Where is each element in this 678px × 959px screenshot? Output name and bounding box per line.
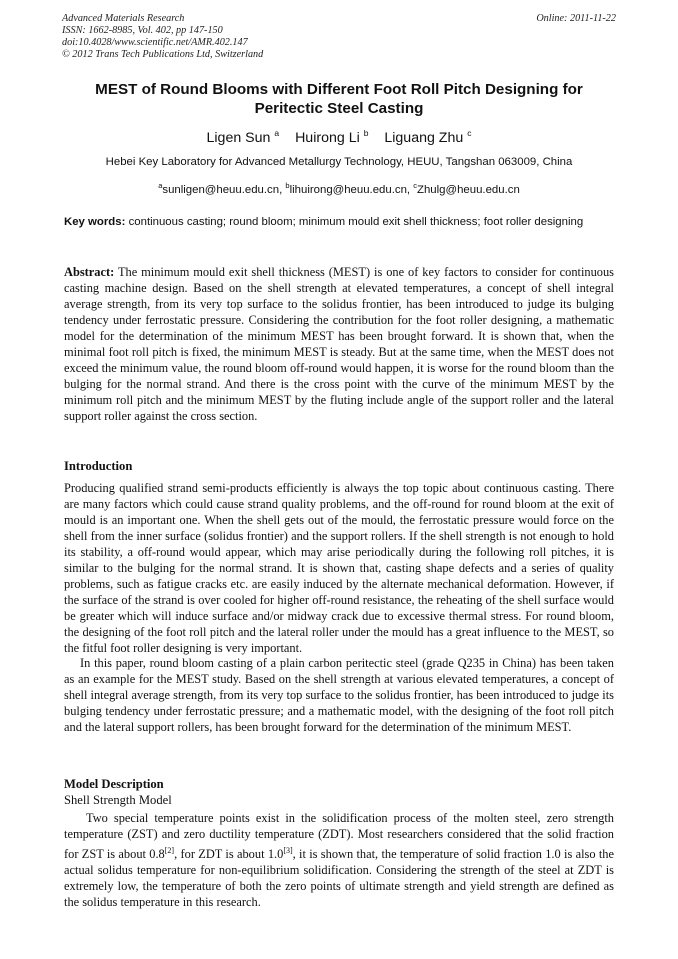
journal-header xyxy=(62,13,616,61)
paper-title: MEST of Round Blooms with Different Foot Roll Pitch Designing for Peritectic Steel Casting xyxy=(95,81,583,117)
text-run: Two special temperature points exist in the solidification process of the molten steel, zero strength temperature (ZST) and zero ductility temperature (ZDT). Most researchers considered that the solid fraction for ZST is about 0.8 xyxy=(64,811,614,861)
citation[interactable]: [2] xyxy=(164,845,175,855)
author-sup: c xyxy=(467,128,472,138)
email-link[interactable]: lihuirong@heuu.edu.cn xyxy=(289,184,407,196)
text-run: , it is shown that, the temperature of solid fraction 1.0 is also the actual solidus temperature for non-equilibrium solidification. Considering the strength of the steel at ZDT is extremely low, the temperature of both the zero points of ultimate strength and yield strength are defined as the solidus temperature in this research. xyxy=(64,846,614,909)
subsection-heading: Shell Strength Model xyxy=(64,793,172,807)
abstract xyxy=(64,265,614,425)
paragraph: In this paper, round bloom casting of a plain carbon peritectic steel (grade Q235 in China) has been taken as an example for the MEST study. Based on the shell strength at various elevated temperatures, a concept of shell integral average strength, from its very top surface to the solidus frontier, has been introduced to judge its bulging tendency under ferrostatic pressure; and a mathematic model, with the designing of the foot roll pitch and the lateral support rollers, has been brought forward for the determination of the minimum MEST. xyxy=(64,656,614,735)
email-sup: c xyxy=(413,181,418,190)
journal-name: Advanced Materials Research xyxy=(62,13,185,24)
journal-issn: ISSN: 1662-8985, Vol. 402, pp 147-150 xyxy=(62,25,223,36)
author xyxy=(295,130,368,146)
email-list: $^a$sunligen@heuu.edu.cn, $^b$lihuirong@heuu.edu.cn, $^c$Zhulg@heuu.edu.cn xyxy=(158,181,520,196)
model-paragraph xyxy=(64,811,614,911)
keywords xyxy=(64,215,614,230)
abstract-text: The minimum mould exit shell thickness (MEST) is one of key factors to consider for continuous casting machine design. Based on the shell strength at elevated temperatures, a concept of shell integral average strength, from its very top surface to the solidus frontier, has been introduced to judge its bulging tendency under ferrostatic pressure. Considering the contribution for the foot roller designing, a mathematic model for the determination of the minimum MEST has been brought forward. It is shown that, when the minimal foot roll pitch is fixed, the minimum MEST is steady. But at the same time, when the MEST does not exceed the minimum value, the round bloom off-round would happen, it is worse for the round bloom than the bulging for the normal strand. And there is the cross point with the curve of the minimum MEST by the minimum roll pitch and the minimum MEST by the fluting include angle of the support roller and the lateral support roller against the cross section. xyxy=(64,265,615,423)
paragraph: Producing qualified strand semi-products efficiently is always the top topic about continuous casting. There are many factors which could cause strand quality problems, and the off-round for round bloom at the exit of mould is an important one. When the shell gets out of the mould, the ferrostatic pressure would force on the shell from the inner surface (solidus frontier) and the support rollers. If the shell strength is not enough to hold its stability, a off-round would appear, which may arise periodically during the following roll pitches, it is similar to the bulging for the normal strand. It is shown that, casting shape defects and a series of quality problems, such as fatigue cracks etc. are easily induced by the alternate mechanical deformation. However, if the surface of the strand is over cooled for higher off-round resistance, the reheating of the shell surface would be greater which will induce surface and/or midway crack due to excessive thermal stress. For round bloom, the designing of the foot roll pitch and the lateral roller under the mould has a great influence to the MEST, so the fitful foot roller designing is very important. xyxy=(64,481,614,655)
author-name: Liguang Zhu xyxy=(384,130,464,146)
introduction-body xyxy=(64,481,614,736)
abstract-label: Abstract: xyxy=(64,265,115,279)
email-sup: a xyxy=(158,181,163,190)
author xyxy=(207,130,280,146)
journal-copyright: © 2012 Trans Tech Publications Ltd, Switzerland xyxy=(62,49,264,60)
author-list xyxy=(62,124,616,147)
section-heading-introduction: Introduction xyxy=(64,459,133,473)
email-link[interactable]: sunligen@heuu.edu.cn xyxy=(162,184,280,196)
affiliation: Hebei Key Laboratory for Advanced Metallurgy Technology, HEUU, Tangshan 063009, China xyxy=(105,156,573,168)
citation[interactable]: [3] xyxy=(283,845,293,855)
keywords-label: Key words: xyxy=(64,216,126,228)
text-run: , for ZDT is about 1.0 xyxy=(174,846,284,861)
author-name: Huirong Li xyxy=(295,130,360,146)
author-name: Ligen Sun xyxy=(206,130,271,146)
keywords-text: continuous casting; round bloom; minimum mould exit shell thickness; foot roller designing xyxy=(128,216,584,228)
author-sup: a xyxy=(274,128,280,138)
email-link[interactable]: Zhulg@heuu.edu.cn xyxy=(417,184,520,196)
journal-doi: doi:10.4028/www.scientific.net/AMR.402.147 xyxy=(62,37,248,48)
email-sup: b xyxy=(285,181,290,190)
online-date: Online: 2011-11-22 xyxy=(536,13,616,24)
section-heading-model: Model Description xyxy=(64,777,164,791)
author-sup: b xyxy=(363,128,369,138)
author xyxy=(384,130,471,146)
